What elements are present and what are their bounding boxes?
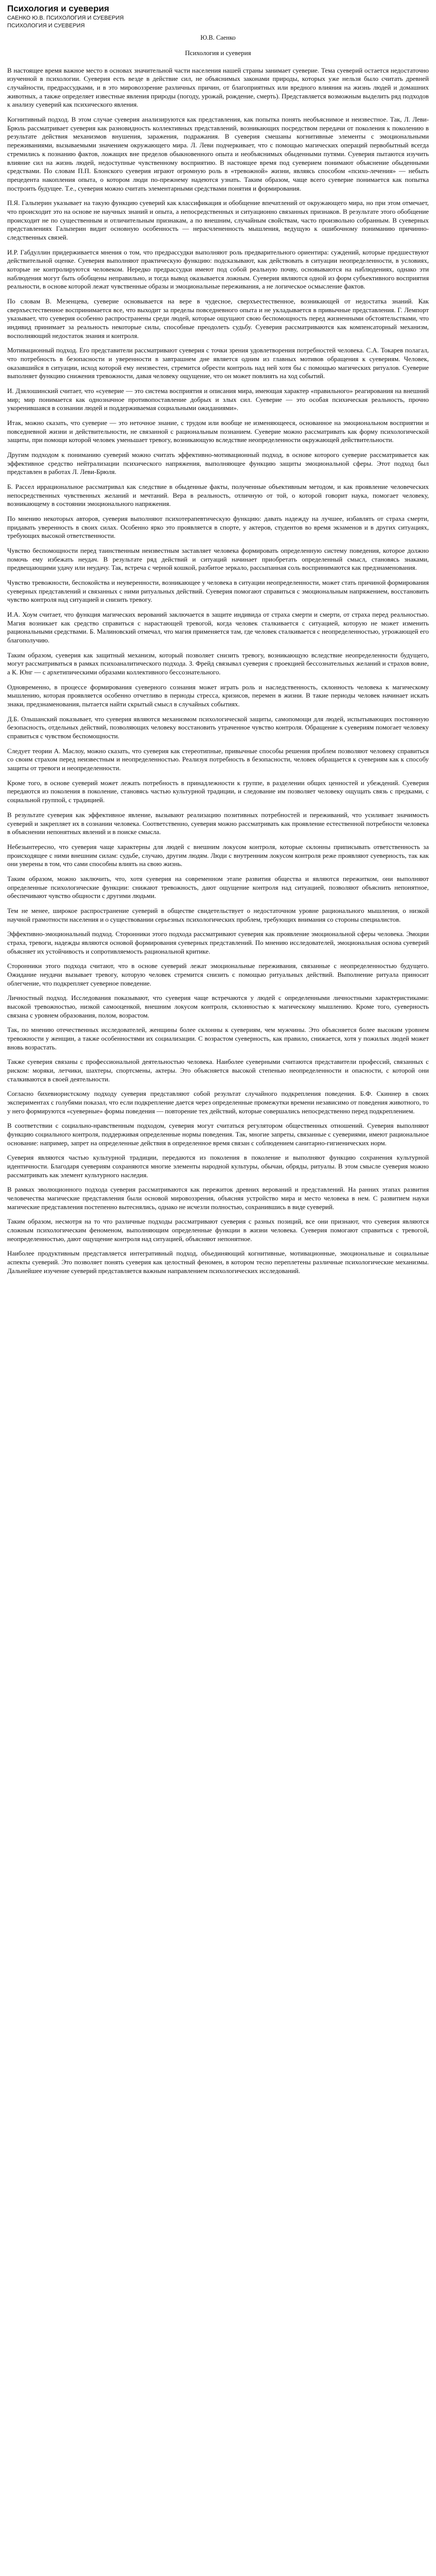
document-meta-line-1: САЕНКО Ю.В. ПСИХОЛОГИЯ И СУЕВЕРИЯ <box>7 15 124 22</box>
essay-paragraph: Одновременно, в процессе формирования суеверного сознания может играть роль и наследственность, склонность человека к магическому мышлению, которая проявляется особенно отчетливо в периоды стресса, кризисов, перемен в жизни. В такие периоды человек начинает искать знаки, предзнаменования, пытается найти скрытый смысл в случайных событиях. <box>7 683 429 708</box>
essay-paragraph: В рамках эволюционного подхода суеверия рассматриваются как пережиток древних верований и представлений. На ранних этапах развития человечества магические представления были основой мировоззрения, объясняя устройство мира и место человека в нем. С развитием науки магические представления постепенно вытеснялись, однако не исчезли полностью, сохранившись в виде суеверий. <box>7 1186 429 1211</box>
essay-paragraph: Когнитивный подход. В этом случае суеверия анализируются как представления, как попытка понять необъяснимое и неизвестное. Так, Л. Леви-Брюль рассматривает суеверия как разновидность коллективных представлений, возникающих посредством передачи от поколения к поколению в результате действия механизмов внушения, заражения, подражания. В суеверия смешаны когнитивные элементы с эмоциональными переживаниями, вызываемыми значением окружающего мира. Л. Леви подчеркивает, что с помощью магических операций первобытный всегда стремились к познанию фактов, ложащих вне пределов обыкновенного опыта и необъяснимых обыденными путями. Суеверия пытаются изучить влияние сил на жизнь людей, недоступные чувственному восприятию. В настоящее время под суеверием понимают объяснение обыденными средствами. По словам П.П. Блонского суеверия играют огромную роль в «тревожной» жизни, являясь способом «психо-лечения» — небыть прецедента накопления опыта, о котором люди по-прежнему надеются узнать. Таким образом, чаще всего суеверие понимается как попытка построить будущее. Т.е., суеверия можно считать элементарными средствами понятия и формирования. <box>7 116 429 192</box>
essay-paragraph: Итак, можно сказать, что суеверие — это неточное знание, с трудом или вообще не изменяющееся, основанное на эмоциональном восприятии и повседневной жизни и действительности, не связанной с рациональным познанием. Суеверие можно рассматривать как форму психологической защиты, при помощи которой человек уменьшает тревогу, возникающую вследствие неопределенности окружающей действительности. <box>7 419 429 444</box>
essay-paragraph: Личностный подход. Исследования показывают, что суеверия чаще встречаются у людей с определенными личностными характеристиками: высокой тревожностью, низкой самооценкой, внешним локусом контроля, склонностью к магическому мышлению. Кроме того, суеверность связана с уровнем образования, полом, возрастом. <box>7 994 429 1019</box>
essay-paragraph: В соответствии с социально-нравственным подходом, суеверия могут считаться регулятором общественных отношений. Суеверия выполняют функцию социального контроля, поддерживая определенные нормы поведения. Так, многие запреты, связанные с суевериями, имеют рациональное основание: например, запрет на определенные действия в определенное время связан с соблюдением санитарно-гигиенических норм. <box>7 1122 429 1147</box>
essay-paragraph: Эффективно-эмоциональный подход. Сторонники этого подхода рассматривают суеверия как проявление эмоциональной сферы человека. Эмоции страха, тревоги, надежды являются основой формирования суеверных представлений. По мнению исследователей, эмоциональная основа суеверий объясняет их устойчивость и сопротивляемость рациональной критике. <box>7 930 429 955</box>
essay-paragraph: Небезынтересно, что суеверия чаще характерны для людей с внешним локусом контроля, которые склонны приписывать ответственность за происходящее с ними внешним силам: судьбе, случаю, другим людям. Люди с внутренним локусом контроля реже проявляют суеверность, так как они уверены в том, что сами способны влиять на свою жизнь. <box>7 843 429 868</box>
essay-paragraph: В результате суеверия как эффективное явление, вызывают реализацию позитивных потребностей и переживаний, что усиливает значимость суеверий и закрепляет их в сознании человека. Соответственно, суеверия можно рассматривать как проявление естественной потребности человека в объяснении непонятных явлений и в поиске смысла. <box>7 811 429 836</box>
essay-paragraph: Следует теории А. Маслоу, можно сказать, что суеверия как стереотипные, привычные способы решения проблем позволяют человеку справиться со своим страхом перед неизвестным и неопределенностью. Реализуя потребность в безопасности, человек обращается к суевериям как к способу защиты от тревоги и неопределенности. <box>7 747 429 772</box>
essay-paragraph: Мотивационный подход. Его представители рассматривают суеверия с точки зрения удовлетворения потребностей человека. С.А. Токарев полагал, что потребность в безопасности и уверенности в завтрашнем дне является одним из главных мотивов обращения к суевериям. Человек, оказавшийся в ситуации, исход которой ему неизвестен, стремится обрести контроль над ней хотя бы с помощью магических ритуалов. Суеверие выполняет функцию снижения тревожности, давая человеку ощущение, что он может повлиять на ход событий. <box>7 347 429 380</box>
essay-paragraph: Чувство беспомощности перед таинственным неизвестным заставляет человека формировать определенную систему поведения, которое должно помочь ему избежать неудач. В результате ряд действий и ситуаций начинает приобретать определенный смысл, становясь знаками, предвещающими удачу или неудачу. Так, встреча с черной кошкой, разбитое зеркало, рассыпанная соль воспринимаются как предзнаменования. <box>7 547 429 572</box>
essay-paragraph: Сторонники этого подхода считают, что в основе суеверий лежат эмоциональные переживания, связанные с неопределенностью будущего. Ожидание неудачи вызывает тревогу, которую человек стремится снизить с помощью ритуальных действий. Выполнение ритуала приносит облегчение, что подкрепляет суеверное поведение. <box>7 962 429 987</box>
essay-paragraph: По словам В. Мезенцева, суеверие основывается на вере в чудесное, сверхъестественное, возникающей от недостатка знаний. Как сверхъестественное воспринимается все, что выходит за пределы повседневного опыта и не укладывается в привычные представления. Г. Лемпорт указывает, что суеверия особенно распространены среди людей, которые ощущают свою беспомощность перед жизненными обстоятельствами, что индивид принимает за реальность некоторые силы, способные преодолеть судьбу. Суеверия рассматриваются как компенсаторный механизм, восполняющий недостаток знания и контроля. <box>7 297 429 340</box>
essay-paragraph: Таким образом, суеверия как защитный механизм, который позволяет снизить тревогу, возникающую вследствие неопределенности будущего, могут рассматриваться в рамках психоаналитического подхода. З. Фрейд связывал суеверия с проекцией бессознательных желаний и страхов вовне, а К. Юнг — с архетипическими образами коллективного бессознательного. <box>7 651 429 676</box>
essay-paragraph: В настоящее время важное место в основах значительной части населения нашей страны занимает суеверие. Тема суеверий остается недостаточно изученной в психологии. Суеверия есть везде в действие сил, не объяснимых законами природы, которых уже нельзя было считать древней случайности, предрассудками, и в это мировоззрение различных причин, от благоприятных или вредного влияния на жизнь людей и домашних животных, а также определяет известные явления природы (погоду, урожай, рождение, смерть). Представляется возможным выделить ряд подходов к анализу суеверий как психического явления. <box>7 66 429 109</box>
essay-paragraph: Также суеверия связаны с профессиональной деятельностью человека. Наиболее суеверными считаются представители профессий, связанных с риском: моряки, летчики, шахтеры, спортсмены, актеры. Это объясняется высокой степенью неопределенности и опасности, с которой они сталкиваются в своей деятельности. <box>7 1058 429 1083</box>
essay-paragraph: По мнению некоторых авторов, суеверия выполняют психотерапевтическую функцию: давать надежду на лучшее, избавлять от страха смерти, придавать уверенность в своих силах. Особенно ярко это проявляется в спорте, у актеров, студентов во время экзаменов и в других ситуациях, требующих высокой ответственности. <box>7 515 429 540</box>
essay-paragraph: Б. Рассел иррациональное рассматривал как следствие в обыденные факты, полученные объективным методом, и как проявление человеческих непосредственных чувственных желаний и мечтаний. Вера в реальность, отличную от той, о которой говорит наука, помогает человеку, возникающему в состоянии эмоционального напряжения. <box>7 483 429 508</box>
essay-paragraph: Д.Б. Ольшанский показывает, что суеверия являются механизмом психологической защиты, самопомощи для людей, испытывающих постоянную безопасность, отдельных действий, позволяющих человеку восстановить утраченное чувство контроля. Обращение к суевериям помогает человеку справиться с чувством беспомощности. <box>7 715 429 740</box>
essay-paragraph: Суеверия являются частью культурной традиции, передаются из поколения в поколение и выполняют функцию сохранения культурной идентичности. Благодаря суевериям сохраняются многие элементы народной культуры, обычаи, обряды, ритуалы. В этом смысле суеверия можно рассматривать как элемент культурного наследия. <box>7 1154 429 1179</box>
essay-paragraph: Чувство тревожности, беспокойства и неуверенности, возникающее у человека в ситуации неопределенности, может стать причиной формирования суеверных представлений и связанных с ними ритуальных действий. Суеверия помогают справиться с эмоциональным напряжением, восстановить чувство контроля над ситуацией и снизить тревогу. <box>7 579 429 604</box>
essay-paragraph: Таким образом, несмотря на то что различные подходы рассматривают суеверия с разных позиций, все они признают, что суеверия являются сложным психологическим феноменом, выполняющим определенные функции в жизни человека. Суеверия помогают справиться с тревогой, неопределенностью, дают ощущение контроля над ситуацией, объясняют непонятное. <box>7 1218 429 1243</box>
essay-paragraph: И.Р. Габдуллин придерживается мнения о том, что предрассудки выполняют роль предварительного ориентира: суждений, которые предшествуют действительной оценке. Суеверия выполняют практическую функцию: подсказывают, как действовать в ситуации неопределенности, в условиях, которые не контролируются человеком. Нередко предрассудки имеют под собой реальную почву, основываются на наблюдениях, однако эти наблюдения могут быть обобщены неправильно, и тогда вывод оказывается ложным. Суеверия являются одной из форм субъективного восприятия реальности, в основе которой лежат чувственные образы и эмоциональные переживания, а не логическое осмысление фактов. <box>7 248 429 291</box>
essay-paragraph: И. Дзялошинский считает, что «суеверие — это система восприятия и описания мира, имеющая характер «правильного» реагирования на внешний мир; мир понимается как однозначное противопоставление добрых и злых сил. Суеверие — это особая психическая реальность, прочно укоренившаяся в сознании людей и поддерживаемая социальными ожиданиями». <box>7 387 429 412</box>
essay-paragraph: Другим подходом к пониманию суеверий можно считать эффективно-мотивационный подход, в основе которого суеверие рассматривается как эффективное средство нейтрализации психического напряжения, выполняющее функцию защиты эмоциональной сферы. Этот подход был представлен в работах Л. Леви-Брюля. <box>7 451 429 476</box>
essay-paragraph: Согласно бихевиористскому подходу суеверия представляют собой результат случайного подкрепления поведения. Б.Ф. Скиннер в своих экспериментах с голубями показал, что если подкрепление дается через определенные промежутки времени независимо от поведения животного, то у него формируются «суеверные» формы поведения — повторение тех действий, которые совершались непосредственно перед подкреплением. <box>7 1090 429 1115</box>
author-name: Ю.В. Саенко <box>200 33 236 41</box>
essay-paragraph: Кроме того, в основе суеверий может лежать потребность в принадлежности к группе, в разделении общих ценностей и убеждений. Суеверия передаются из поколения в поколение, становясь частью культурной традиции, и следование им позволяет человеку ощущать связь с предками, с социальной группой, с традицией. <box>7 779 429 804</box>
essay-paragraph: Так, по мнению отечественных исследователей, женщины более склонны к суевериям, чем мужчины. Это объясняется более высоким уровнем тревожности у женщин, а также особенностями их социализации. С возрастом суеверность, как правило, снижается, хотя у пожилых людей может вновь возрастать. <box>7 1026 429 1051</box>
essay-paragraph: И.А. Хоум считает, что функция магических верований заключается в защите индивида от страха смерти и смерти, от страха перед реальностью. Магия возникает как средство справиться с нарастающей тревогой, когда человек сталкивается с ситуацией, которую не может изменить рациональными средствами. Б. Малиновский отмечал, что магия применяется там, где человек сталкивается с неопределенностью, угрожающей его благополучию. <box>7 611 429 645</box>
essay-title: Психология и суеверия <box>185 48 251 57</box>
essay-paragraph: Наиболее продуктивным представляется интегративный подход, объединяющий когнитивные, мотивационные, эмоциональные и социальные аспекты суеверий. Это позволяет понять суеверия как целостный феномен, в котором тесно переплетены различные психологические механизмы. Дальнейшее изучение суеверий представляется важным направлением психологических исследований. <box>7 1250 429 1275</box>
document-meta-line-2: ПСИХОЛОГИЯ И СУЕВЕРИЯ <box>7 22 85 29</box>
essay-paragraph: П.Я. Гальперин указывает на такую функцию суеверий как классификация и обобщение впечатлений от окружающего мира, но при этом отмечает, что происходит это на основе не научных знаний и опыта, а непосредственных и ситуационно связанных признаков. В результате этого обобщение происходит не по существенным и отличительным признакам, а по внешним, случайным свойствам, часто произвольно собранным. В суеверных представлениях Гальперин видит основную особенность — нерасчлененность мышления, ведущую к ошибочному пониманию причинно-следственных связей. <box>7 199 429 241</box>
essay-paragraph: Таким образом, можно заключить, что, хотя суеверия на современном этапе развития общества и являются пережитком, они выполняют определенные психологические функции: снижают тревожность, дают ощущение контроля над ситуацией, позволяют объяснить непонятное, обеспечивают чувство общности с другими людьми. <box>7 875 429 900</box>
document-title: Психология и суеверия <box>7 4 109 13</box>
essay-body <box>7 66 429 1276</box>
essay-paragraph: Тем не менее, широкое распространение суеверий в обществе свидетельствует о недостаточном уровне рационального мышления, о низкой научной грамотности населения и о существовании серьезных психологических проблем, требующих внимания со стороны специалистов. <box>7 907 429 923</box>
document-header <box>7 3 429 30</box>
